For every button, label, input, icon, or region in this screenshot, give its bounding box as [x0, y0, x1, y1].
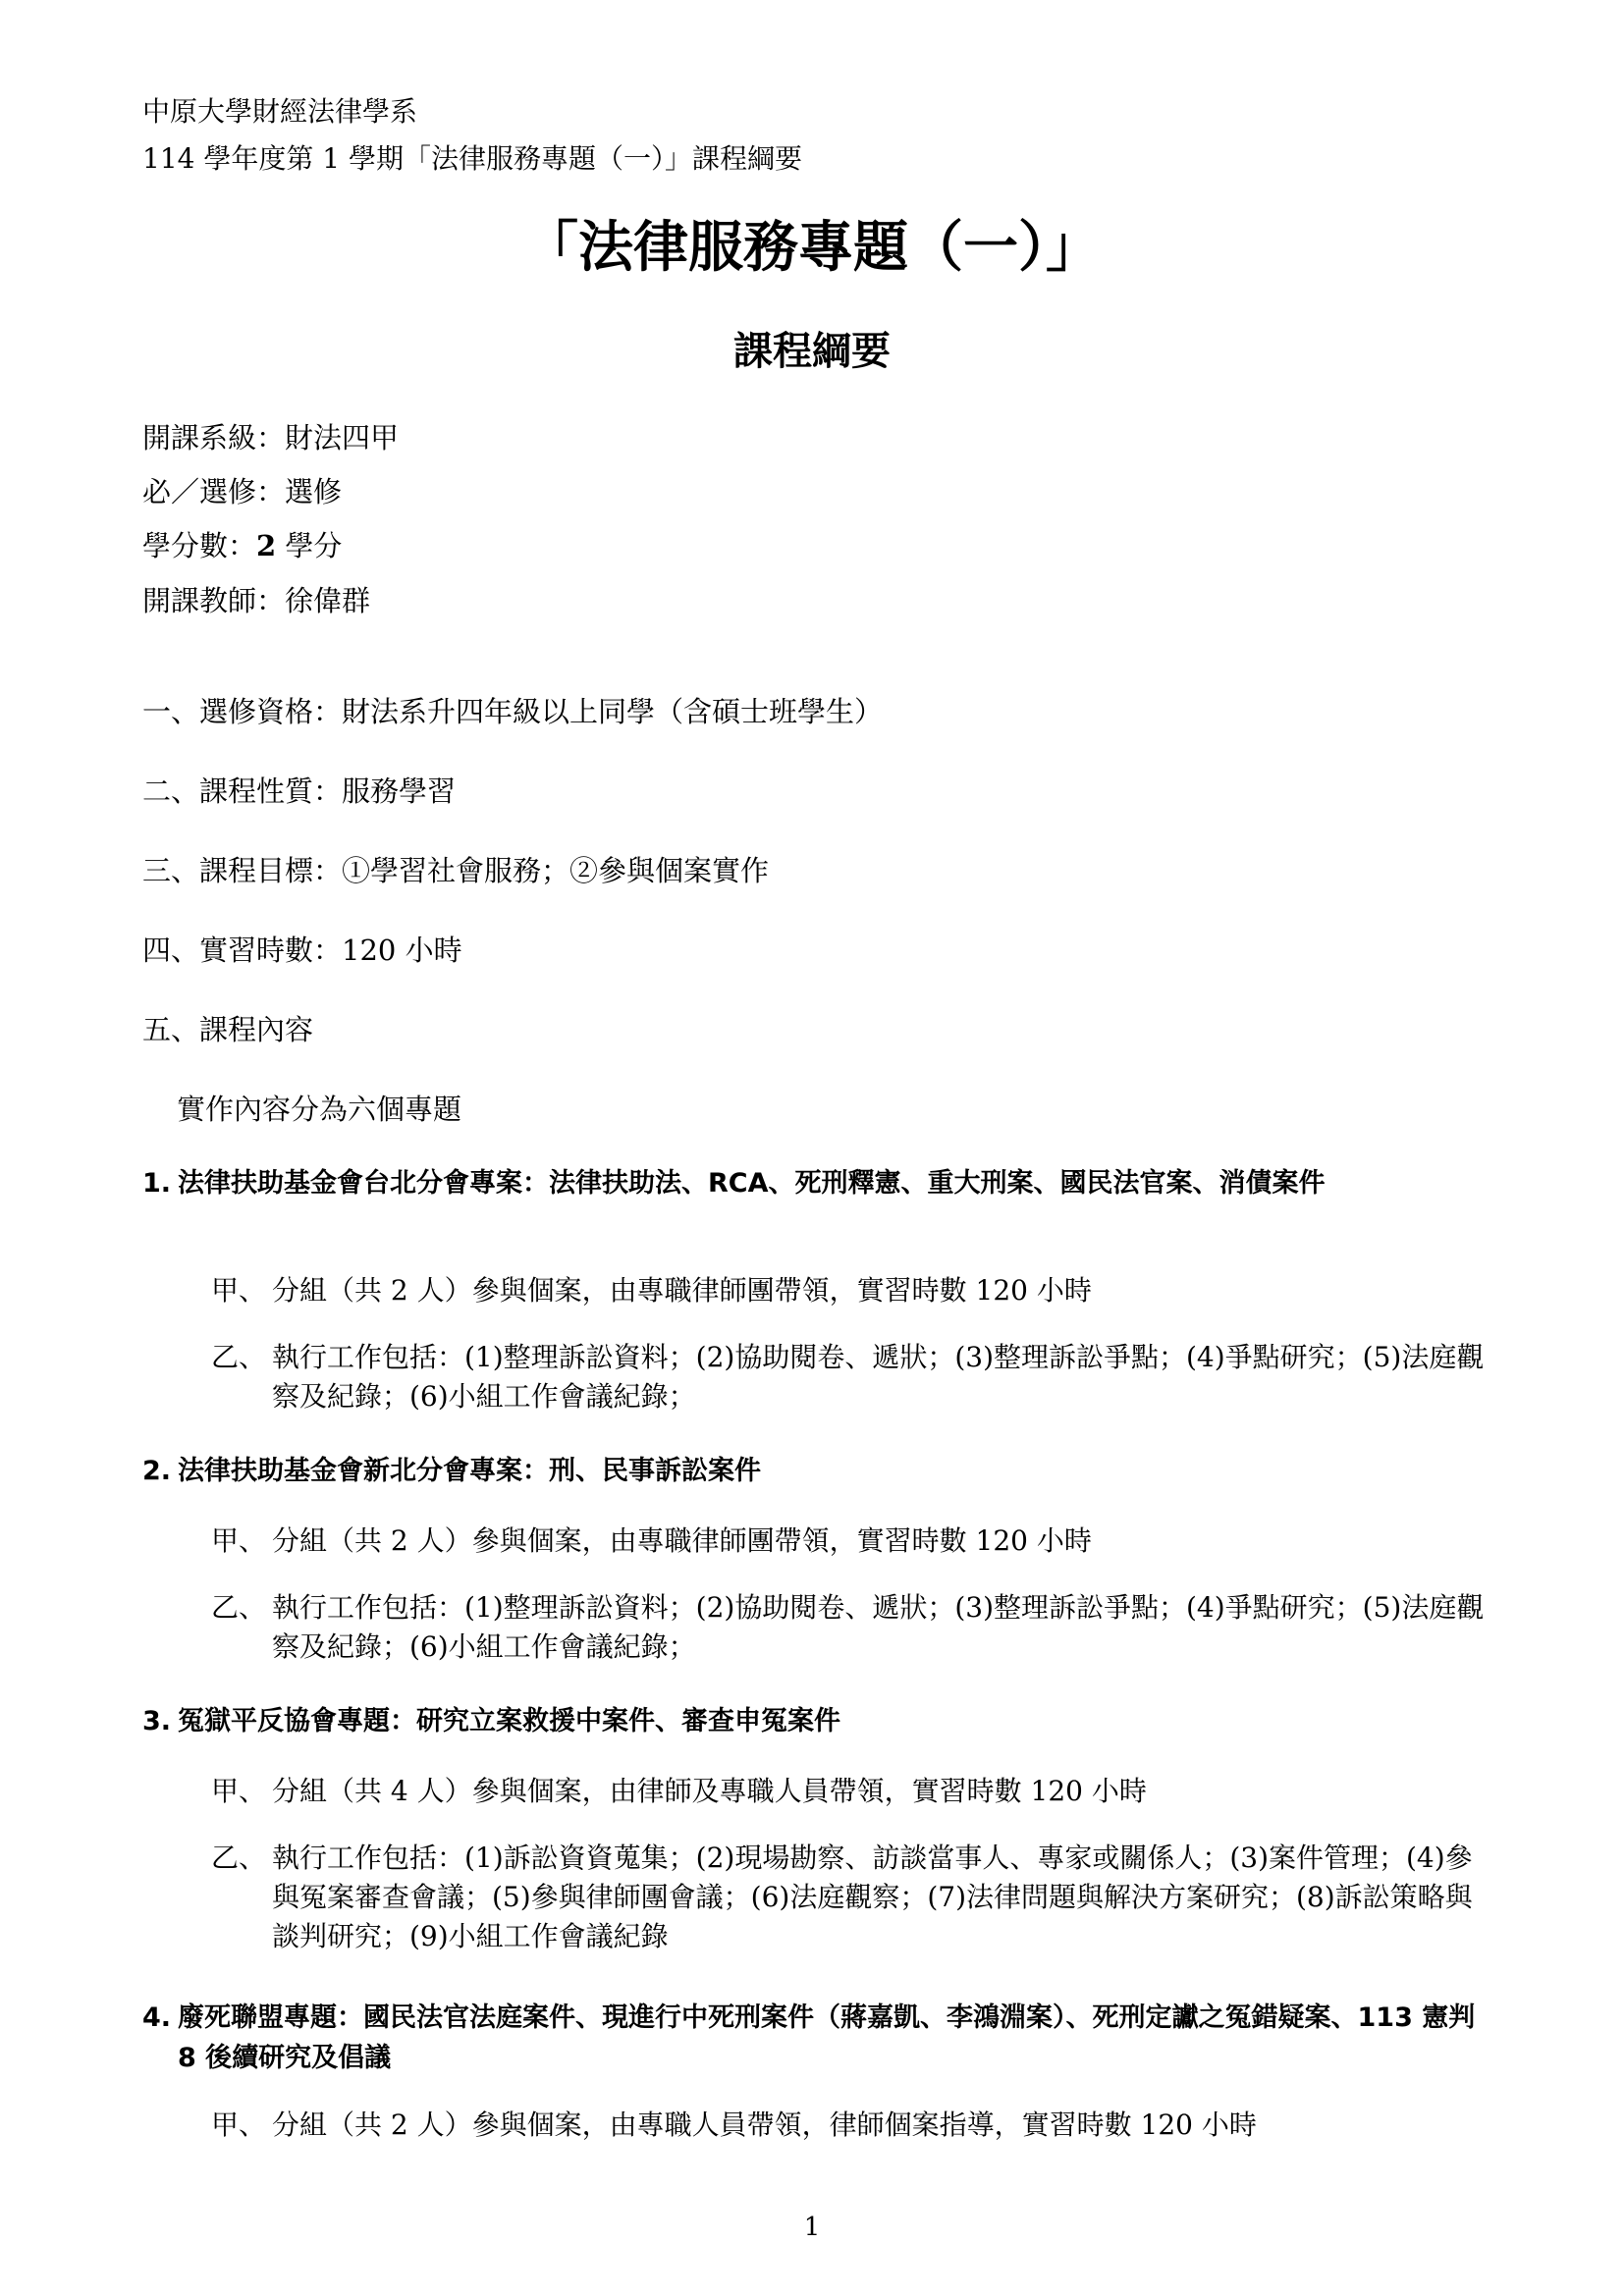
- item-marker: 甲、: [211, 1274, 267, 1307]
- info-credit: [142, 527, 342, 564]
- info-type: [142, 473, 342, 510]
- info-class-label: 開課系級：: [142, 421, 286, 454]
- topic-heading: [142, 1163, 1497, 1203]
- item-text: 分組（共 2 人）參與個案，由專職人員帶領，律師個案指導，實習時數 120 小時: [272, 2109, 1257, 2141]
- topic-heading: [142, 1701, 1497, 1741]
- info-teacher-value: 徐偉群: [285, 584, 371, 617]
- topic-title: 法律扶助基金會台北分會專案：法律扶助法、RCA、死刑釋憲、重大刑案、國民法官案、消債案件: [178, 1168, 1326, 1199]
- topic-item: [211, 1522, 1497, 1561]
- page-title: 「法律服務專題（一）」: [523, 216, 1101, 280]
- topic-item: [211, 1271, 1497, 1310]
- topic-number: 1.: [142, 1168, 172, 1199]
- topic-title: 法律扶助基金會新北分會專案：刑、民事訴訟案件: [178, 1456, 761, 1486]
- info-credit-num: 2: [256, 529, 277, 562]
- item-marker: 甲、: [211, 1775, 267, 1807]
- topic-heading: [142, 1451, 1497, 1491]
- section-nature: 二、課程性質：服務學習: [142, 774, 457, 808]
- info-type-label: 必／選修：: [142, 475, 286, 508]
- item-text: 分組（共 2 人）參與個案，由專職律師團帶領，實習時數 120 小時: [272, 1274, 1092, 1307]
- info-class-value: 財法四甲: [285, 421, 400, 454]
- item-text: 執行工作包括：(1)訴訟資資蒐集；(2)現場勘察、訪談當事人、專家或關係人；(3)案件管理；(4)參與冤案審查會議；(5)參與律師團會議；(6)法庭觀察；(7)法律問題與解決方案研究；(8)訴訟策略與談判研究；(9)小組工作會議紀錄: [272, 1842, 1473, 1952]
- item-marker: 甲、: [211, 2109, 267, 2141]
- topic-item: [211, 1338, 1497, 1416]
- topic-heading: [142, 1998, 1497, 2078]
- section-content: 五、課程內容: [142, 1013, 314, 1046]
- item-text: 執行工作包括：(1)整理訴訟資料；(2)協助閱卷、遞狀；(3)整理訴訟爭點；(4)爭點研究；(5)法庭觀察及紀錄；(6)小組工作會議紀錄；: [272, 1341, 1485, 1413]
- topic-item: [211, 2106, 1497, 2145]
- item-text: 分組（共 4 人）參與個案，由律師及專職人員帶領，實習時數 120 小時: [272, 1775, 1147, 1807]
- topic-item: [211, 1839, 1497, 1956]
- topic-title: 廢死聯盟專題：國民法官法庭案件、現進行中死刑案件（蔣嘉凱、李鴻淵案）、死刑定讞之冤錯疑案、113 憲判 8 後續研究及倡議: [178, 2002, 1476, 2073]
- term-header: 114 學年度第 1 學期「法律服務專題（一）」課程綱要: [142, 142, 802, 175]
- info-teacher: [142, 582, 370, 619]
- topic-item: [211, 1588, 1497, 1667]
- item-marker: 乙、: [211, 1842, 267, 1874]
- page-number: 1: [803, 2213, 821, 2242]
- item-marker: 乙、: [211, 1341, 267, 1373]
- info-class: [142, 419, 399, 456]
- info-credit-label: 學分數：: [142, 529, 257, 562]
- content-intro: 實作內容分為六個專題: [177, 1093, 462, 1126]
- topic-number: 2.: [142, 1456, 172, 1486]
- topic-item: [211, 1772, 1497, 1811]
- topic-title: 冤獄平反協會專題：研究立案救援中案件、審查申冤案件: [178, 1706, 840, 1736]
- topic-number: 3.: [142, 1706, 172, 1736]
- item-text: 執行工作包括：(1)整理訴訟資料；(2)協助閱卷、遞狀；(3)整理訴訟爭點；(4)爭點研究；(5)法庭觀察及紀錄；(6)小組工作會議紀錄；: [272, 1591, 1485, 1663]
- info-teacher-label: 開課教師：: [142, 584, 286, 617]
- item-text: 分組（共 2 人）參與個案，由專職律師團帶領，實習時數 120 小時: [272, 1524, 1092, 1557]
- section-eligibility: 一、選修資格：財法系升四年級以上同學（含碩士班學生）: [142, 695, 884, 728]
- topic-number: 4.: [142, 2002, 172, 2033]
- section-hours: 四、實習時數：120 小時: [142, 934, 462, 967]
- page-subtitle: 課程綱要: [733, 329, 891, 374]
- department-header: 中原大學財經法律學系: [142, 95, 418, 128]
- item-marker: 乙、: [211, 1591, 267, 1624]
- info-type-value: 選修: [285, 475, 343, 508]
- item-marker: 甲、: [211, 1524, 267, 1557]
- info-credit-unit: 學分: [276, 529, 343, 562]
- section-goals: 三、課程目標：①學習社會服務；②參與個案實作: [142, 854, 770, 887]
